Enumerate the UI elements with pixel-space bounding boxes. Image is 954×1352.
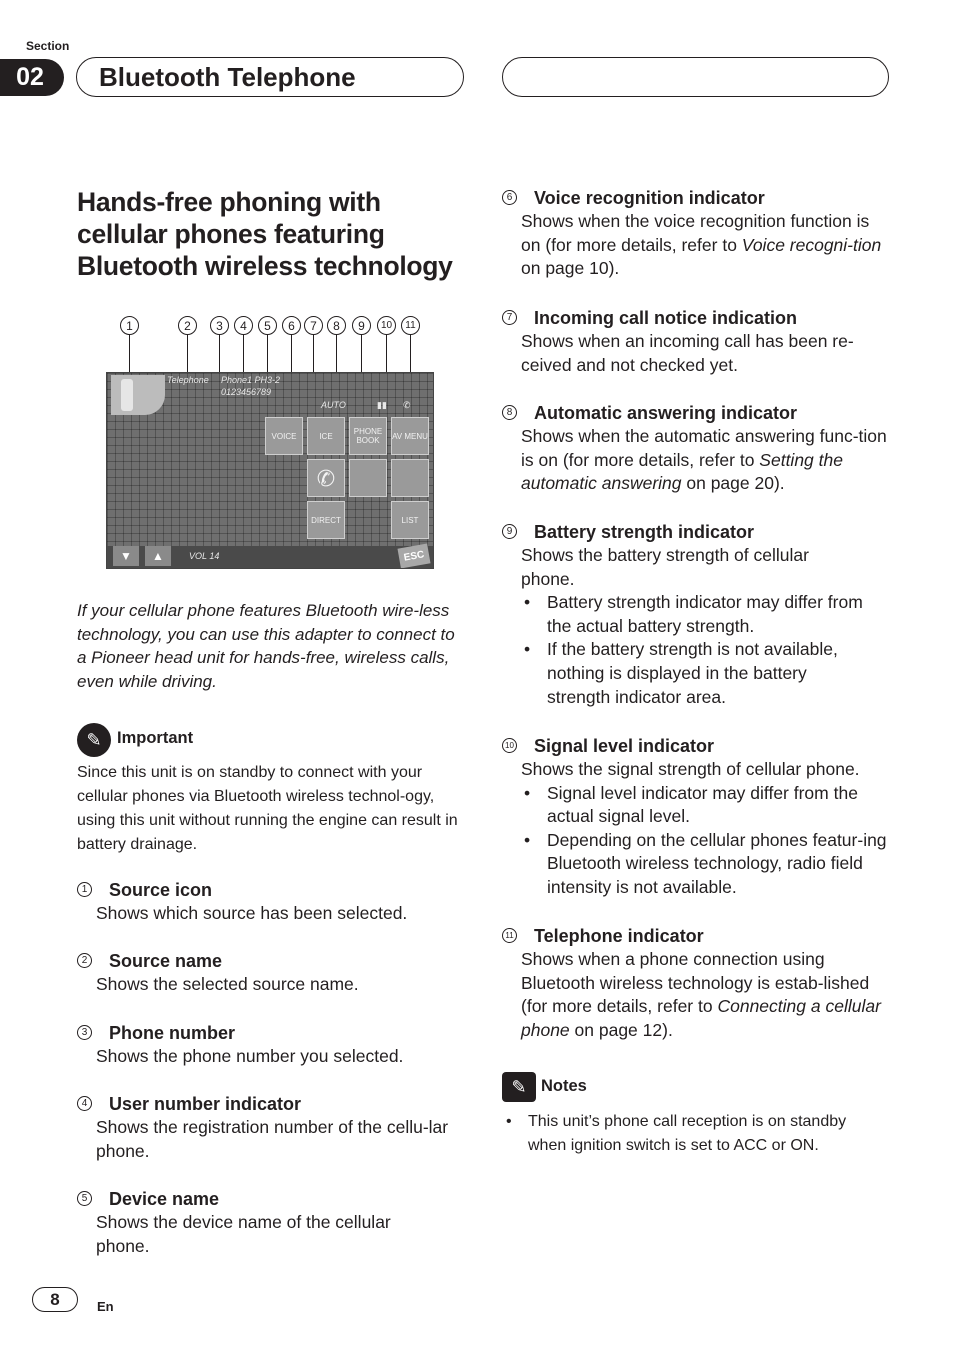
item-desc-reference: Connecting a cellular phone: [521, 996, 881, 1040]
callout-8: 8: [327, 316, 346, 335]
item-title: Source name: [109, 951, 223, 971]
section-number-badge: 02: [0, 59, 64, 96]
item-desc-text: Shows when a phone connection using Bluetooth wireless technology is estab-lished (for more details, refer to: [521, 949, 870, 1017]
item-desc: Shows the battery strength of cellular phone.: [521, 545, 809, 589]
item-desc: [521, 425, 890, 496]
item-desc-text: Shows when the voice recognition function is on (for more details, refer to: [521, 211, 870, 255]
callout-9: 9: [352, 316, 371, 335]
important-text: Since this unit is on standby to connect with your cellular phones via Bluetooth wireless technol-ogy, using this unit without running the engine can result in battery drainage.: [77, 764, 458, 853]
list-item: [77, 879, 462, 926]
item-number: 11: [502, 928, 517, 943]
item-number: 9: [502, 524, 517, 539]
item-title: Incoming call notice indication: [534, 308, 798, 328]
bullet-item: • Signal level indicator may differ from the actual signal level.: [521, 782, 890, 829]
item-number: 10: [502, 738, 517, 753]
telephone-screen-figure: [106, 372, 434, 569]
list-item: [502, 307, 890, 377]
screen-number-line: 0123456789: [221, 387, 272, 397]
notes-icon: ✎: [502, 1072, 536, 1102]
screen-source-name: Telephone: [167, 375, 209, 385]
item-bullets: [521, 591, 872, 709]
voice-button[interactable]: VOICE: [265, 417, 303, 455]
item-number: 1: [77, 882, 92, 897]
volume-readout: VOL 14: [189, 551, 220, 561]
item-title: Telephone indicator: [534, 926, 704, 946]
callout-1: 1: [120, 316, 139, 335]
esc-button[interactable]: ESC: [397, 544, 430, 569]
item-bullets: [521, 782, 890, 900]
item-title: Signal level indicator: [534, 736, 715, 756]
item-desc-text: on page 12).: [569, 1019, 673, 1040]
bullet-item: • Battery strength indicator may differ from the actual battery strength.: [521, 591, 872, 638]
list-item: [502, 925, 890, 1042]
callout-10: 10: [377, 316, 396, 335]
section-label: Section: [26, 39, 70, 53]
item-desc: [521, 948, 890, 1042]
item-title: Battery strength indicator: [534, 522, 755, 542]
item-desc: Shows the device name of the cellular phone.: [96, 1212, 391, 1256]
item-number: 5: [77, 1191, 92, 1206]
list-item: [502, 187, 890, 281]
item-number: 3: [77, 1025, 92, 1040]
av-menu-button[interactable]: AV MENU: [391, 417, 429, 455]
callout-5: 5: [258, 316, 277, 335]
callout-2: 2: [178, 316, 197, 335]
chevron-up-icon[interactable]: ▲: [145, 546, 171, 566]
list-item: [77, 1093, 462, 1163]
item-desc-text: on page 20).: [681, 473, 785, 494]
item-number: 7: [502, 310, 517, 325]
source-icon: [111, 375, 165, 415]
item-title: User number indicator: [109, 1094, 302, 1114]
list-item: [77, 1022, 462, 1069]
item-desc: [521, 210, 890, 281]
item-desc: Shows the selected source name.: [96, 974, 359, 994]
item-desc: Shows the signal strength of cellular phone.: [521, 759, 860, 779]
bullet-item: • If the battery strength is not available, nothing is displayed in the battery strength indicator area.: [521, 638, 872, 709]
phone-book-button[interactable]: PHONE BOOK: [349, 417, 387, 455]
item-title: Source icon: [109, 880, 213, 900]
important-icon: ✎: [77, 723, 111, 757]
item-number: 4: [77, 1096, 92, 1111]
list-item: [502, 735, 890, 900]
bullet-item: • Depending on the cellular phones featur-ing Bluetooth wireless technology, radio field intensity is not available.: [521, 829, 890, 900]
item-desc: Shows the phone number you selected.: [96, 1046, 404, 1066]
list-item: [77, 950, 462, 997]
item-desc: Shows the registration number of the cellu-lar phone.: [96, 1117, 449, 1161]
language-code: En: [97, 1299, 114, 1314]
direct-button[interactable]: DIRECT: [307, 501, 345, 539]
item-desc-text: on page 10).: [521, 258, 620, 279]
item-number: 2: [77, 953, 92, 968]
setting-button[interactable]: [391, 459, 429, 497]
list-item: [502, 402, 890, 496]
item-desc-reference: Voice recogni-tion: [741, 234, 882, 255]
telephone-icon: ✆: [403, 400, 411, 410]
section-title: Bluetooth Telephone: [76, 57, 464, 97]
ice-button[interactable]: ICE: [307, 417, 345, 455]
important-title: Important: [117, 729, 194, 747]
item-desc: Shows which source has been selected.: [96, 903, 408, 923]
phone-icon: [121, 379, 133, 411]
chevron-down-icon[interactable]: ▼: [113, 546, 139, 566]
blank-button[interactable]: [349, 459, 387, 497]
item-title: Voice recognition indicator: [534, 188, 765, 208]
callout-4: 4: [234, 316, 253, 335]
page-number: 8: [32, 1287, 78, 1312]
callout-6: 6: [282, 316, 301, 335]
item-title: Automatic answering indicator: [534, 403, 798, 423]
item-desc-text: Shows when the automatic answering func-tion is on (for more details, refer to: [521, 426, 887, 470]
notes-title: Notes: [541, 1077, 587, 1095]
callout-11: 11: [401, 316, 420, 335]
main-heading: Hands-free phoning with cellular phones featuring Bluetooth wireless technology: [77, 187, 453, 281]
header-empty-pill: [502, 57, 889, 97]
screen-auto-indicator: AUTO: [321, 400, 346, 410]
callout-3: 3: [210, 316, 229, 335]
intro-paragraph: If your cellular phone features Bluetooth wire-less technology, you can use this adapter to connect to a Pioneer head unit for hands-free, wireless calls, even while driving.: [77, 601, 455, 692]
item-title: Device name: [109, 1189, 220, 1209]
item-desc: Shows when an incoming call has been re-ceived and not checked yet.: [521, 331, 854, 375]
callout-7: 7: [304, 316, 323, 335]
item-title: Phone number: [109, 1023, 236, 1043]
screen-phone-line: Phone1 PH3-2: [221, 375, 281, 385]
list-button[interactable]: LIST: [391, 501, 429, 539]
call-handset-icon[interactable]: ✆: [307, 459, 345, 497]
item-desc-reference: Setting the automatic answering: [521, 449, 843, 494]
notes-text: • This unit’s phone call reception is on standby when ignition switch is set to ACC or ON.: [506, 1110, 886, 1158]
list-item: [502, 521, 872, 709]
list-item: [77, 1188, 437, 1258]
item-number: 6: [502, 190, 517, 205]
signal-icon: ▮▮: [377, 400, 387, 410]
item-number: 8: [502, 405, 517, 420]
